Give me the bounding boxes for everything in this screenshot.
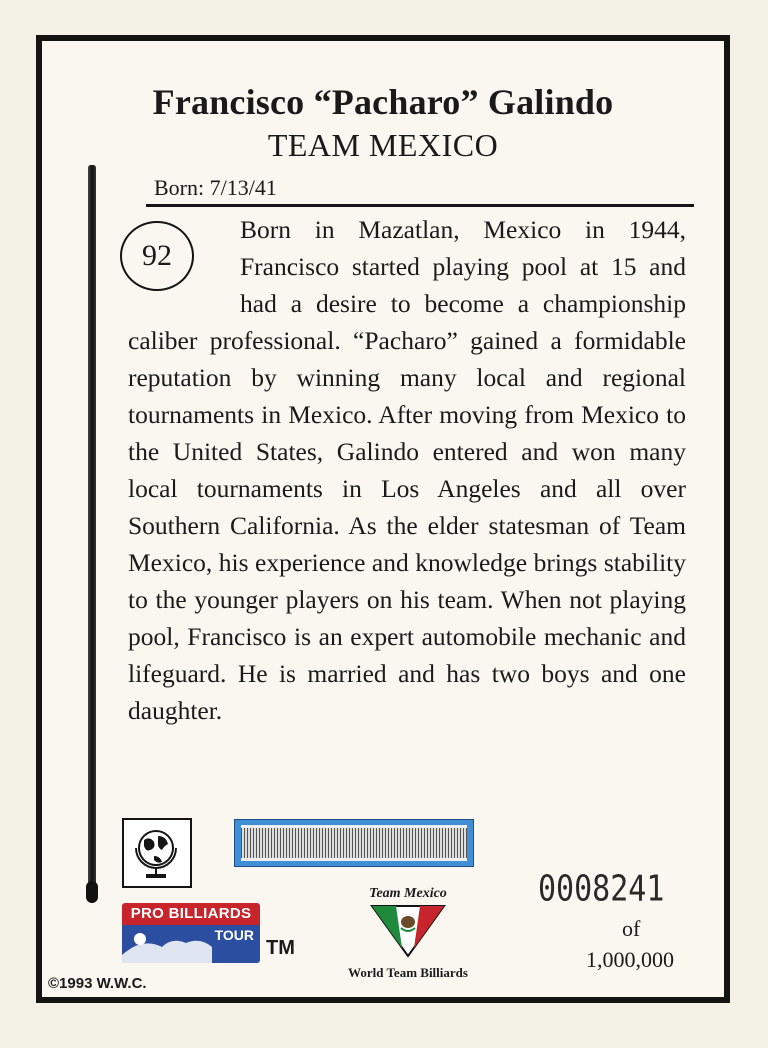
card-number: 92 [142,239,172,272]
player-name: Francisco “Pacharo” Galindo [152,82,614,122]
birth-date: Born: 7/13/41 [154,175,277,200]
pbt-logo-top: PRO BILLIARDS [122,903,260,925]
serial-total: 1,000,000 [586,947,674,972]
team-logo-script: Team Mexico [369,886,447,901]
mexico-flag-triangle-icon [368,902,448,958]
pbt-logo-bottom [122,925,260,963]
serial-number: 0008241 [538,868,665,910]
team-mexico-logo [348,886,468,980]
card-back [36,35,730,1003]
serial-of-label: of [622,916,641,941]
globe-icon [122,818,192,888]
team-name: TEAM MEXICO [267,127,499,163]
pro-billiards-tour-logo [122,903,260,963]
team-logo-caption: World Team Billiards [348,965,468,980]
hologram-strip [234,819,474,867]
number-float-spacer [128,211,240,321]
biography-text: Born in Mazatlan, Mexico in 1944, Francisco started playing pool at 15 and had a desire to become a championship caliber professional. “Pacharo” gained a formidable reputation by winning many local and regional tournaments in Mexico. After moving from Mexico to the United States, Galindo entered and won many local tournaments in Los Angeles and all over Southern California. As the elder statesman of Team Mexico, his experience and knowledge brings stability to the younger players on his team. When not playing pool, Francisco is an expert automobile mechanic and lifeguard. He is married and has two boys and one daughter. [128,215,686,725]
copyright: ©1993 W.W.C. [48,975,147,992]
divider [146,204,694,207]
pool-cue-icon [88,165,96,897]
pbt-tour-label: TOUR [214,927,254,943]
hologram-inner [241,825,467,861]
biography [128,211,686,729]
trademark: TM [266,937,295,959]
cue-butt [86,881,98,903]
